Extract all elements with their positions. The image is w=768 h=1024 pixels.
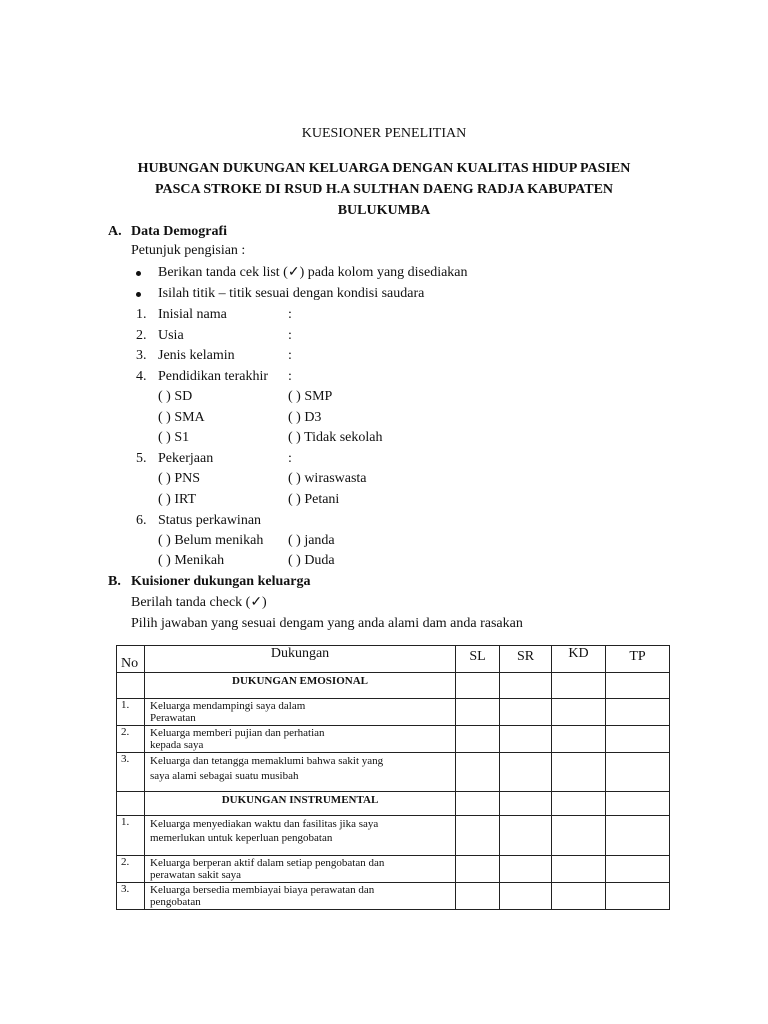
option-sd: ( ) SD xyxy=(158,389,193,404)
field-label-inisial-nama: Inisial nama xyxy=(158,307,227,322)
bullet-text-1: Berikan tanda cek list (✓) pada kolom yang disediakan xyxy=(158,265,468,280)
row-statement xyxy=(145,883,456,910)
answer-cell-sl[interactable] xyxy=(456,753,500,792)
answer-cell-kd[interactable] xyxy=(552,753,606,792)
option-s1: ( ) S1 xyxy=(158,430,190,445)
field-label-jenis-kelamin: Jenis kelamin xyxy=(158,348,235,363)
header-tp: TP xyxy=(606,646,670,673)
field-number: 3. xyxy=(136,348,147,363)
table-row xyxy=(117,726,670,753)
option-sma: ( ) SMA xyxy=(158,410,205,425)
table-row xyxy=(117,699,670,726)
section-a-marker: A. xyxy=(108,224,122,239)
header-kd: KD xyxy=(552,646,606,673)
row-number: 1. xyxy=(117,816,145,856)
option-tidak-sekolah: ( ) Tidak sekolah xyxy=(288,430,383,445)
option-petani: ( ) Petani xyxy=(288,492,340,507)
row-statement xyxy=(145,856,456,883)
statement-line: saya alami sebagai suatu musibah xyxy=(150,770,299,782)
row-number: 2. xyxy=(117,856,145,883)
header-dukungan: Dukungan xyxy=(145,646,456,673)
header-no: No xyxy=(117,646,145,673)
section-a-title: Data Demografi xyxy=(131,224,228,239)
statement-line: Perawatan xyxy=(150,712,196,724)
statement-line: Keluarga memberi pujian dan perhatian xyxy=(150,727,325,739)
table-row xyxy=(117,883,670,910)
section-a-instruction: Petunjuk pengisian : xyxy=(131,243,246,258)
header-sl: SL xyxy=(456,646,500,673)
answer-cell-sl[interactable] xyxy=(456,816,500,856)
section-b-marker: B. xyxy=(108,574,121,589)
field-colon: : xyxy=(288,328,292,343)
statement-line: Keluarga bersedia membiayai biaya perawatan dan xyxy=(150,884,375,896)
row-number: 3. xyxy=(117,753,145,792)
answer-cell-tp[interactable] xyxy=(606,816,670,856)
option-menikah: ( ) Menikah xyxy=(158,553,225,568)
option-d3: ( ) D3 xyxy=(288,410,322,425)
field-label-usia: Usia xyxy=(158,328,184,343)
answer-cell-sr[interactable] xyxy=(500,856,552,883)
option-belum-menikah: ( ) Belum menikah xyxy=(158,533,264,548)
table-row xyxy=(117,816,670,856)
row-number: 2. xyxy=(117,726,145,753)
answer-cell-sr[interactable] xyxy=(500,726,552,753)
field-number: 6. xyxy=(136,513,147,528)
statement-line: kepada saya xyxy=(150,739,204,751)
header-sr: SR xyxy=(500,646,552,673)
statement-line: Keluarga menyediakan waktu dan fasilitas jika saya xyxy=(150,818,379,830)
option-smp: ( ) SMP xyxy=(288,389,333,404)
statement-line: Keluarga berperan aktif dalam setiap pengobatan dan xyxy=(150,857,385,869)
field-colon: : xyxy=(288,369,292,384)
field-label-pendidikan: Pendidikan terakhir xyxy=(158,369,269,384)
answer-cell-kd[interactable] xyxy=(552,726,606,753)
answer-cell-kd[interactable] xyxy=(552,883,606,910)
title-line-2: PASCA STROKE DI RSUD H.A SULTHAN DAENG RADJA KABUPATEN xyxy=(154,182,614,197)
statement-line: perawatan sakit saya xyxy=(150,869,242,881)
answer-cell-tp[interactable] xyxy=(606,699,670,726)
field-colon: : xyxy=(288,348,292,363)
row-number: 1. xyxy=(117,699,145,726)
answer-cell-kd[interactable] xyxy=(552,816,606,856)
statement-line: pengobatan xyxy=(150,896,201,908)
statement-line: Keluarga mendampingi saya dalam xyxy=(150,700,306,712)
answer-cell-sr[interactable] xyxy=(500,699,552,726)
answer-cell-kd[interactable] xyxy=(552,699,606,726)
row-statement xyxy=(145,816,456,856)
answer-cell-tp[interactable] xyxy=(606,726,670,753)
section-b-instruction-1: Berilah tanda check (✓) xyxy=(131,595,267,610)
answer-cell-sl[interactable] xyxy=(456,856,500,883)
section-label-emosional: DUKUNGAN EMOSIONAL xyxy=(145,673,456,699)
section-label-instrumental: DUKUNGAN INSTRUMENTAL xyxy=(145,792,456,816)
questionnaire-table xyxy=(116,645,670,910)
row-statement xyxy=(145,753,456,792)
bullet-icon xyxy=(136,292,141,297)
answer-cell-tp[interactable] xyxy=(606,856,670,883)
table-row xyxy=(117,856,670,883)
answer-cell-tp[interactable] xyxy=(606,753,670,792)
section-row-instrumental xyxy=(117,792,670,816)
answer-cell-sr[interactable] xyxy=(500,753,552,792)
answer-cell-sl[interactable] xyxy=(456,699,500,726)
answer-cell-sl[interactable] xyxy=(456,726,500,753)
title-line-1: HUBUNGAN DUKUNGAN KELUARGA DENGAN KUALITAS HIDUP PASIEN xyxy=(137,161,631,176)
title-line-3: BULUKUMBA xyxy=(337,203,431,218)
field-colon: : xyxy=(288,451,292,466)
field-number: 2. xyxy=(136,328,147,343)
answer-cell-tp[interactable] xyxy=(606,883,670,910)
option-janda: ( ) janda xyxy=(288,533,335,548)
field-label-pekerjaan: Pekerjaan xyxy=(158,451,214,466)
field-number: 5. xyxy=(136,451,147,466)
table-header-row xyxy=(117,646,670,673)
section-row-emosional xyxy=(117,673,670,699)
questionnaire-heading: KUESIONER PENELITIAN xyxy=(301,126,467,141)
bullet-text-2: Isilah titik – titik sesuai dengan kondisi saudara xyxy=(158,286,425,301)
table-row xyxy=(117,753,670,792)
answer-cell-sr[interactable] xyxy=(500,816,552,856)
option-irt: ( ) IRT xyxy=(158,492,197,507)
answer-cell-kd[interactable] xyxy=(552,856,606,883)
row-statement xyxy=(145,726,456,753)
answer-cell-sr[interactable] xyxy=(500,883,552,910)
statement-line: Keluarga dan tetangga memaklumi bahwa sakit yang xyxy=(150,755,384,767)
option-wiraswasta: ( ) wiraswasta xyxy=(288,471,367,486)
statement-line: memerlukan untuk keperluan pengobatan xyxy=(150,832,333,844)
row-number: 3. xyxy=(117,883,145,910)
section-b-title: Kuisioner dukungan keluarga xyxy=(131,574,311,589)
field-number: 1. xyxy=(136,307,147,322)
answer-cell-sl[interactable] xyxy=(456,883,500,910)
field-label-status-perkawinan: Status perkawinan xyxy=(158,513,262,528)
field-number: 4. xyxy=(136,369,147,384)
option-duda: ( ) Duda xyxy=(288,553,335,568)
row-statement xyxy=(145,699,456,726)
section-b-instruction-2: Pilih jawaban yang sesuai dengam yang anda alami dam anda rasakan xyxy=(131,616,523,631)
field-colon: : xyxy=(288,307,292,322)
bullet-icon xyxy=(136,271,141,276)
option-pns: ( ) PNS xyxy=(158,471,201,486)
